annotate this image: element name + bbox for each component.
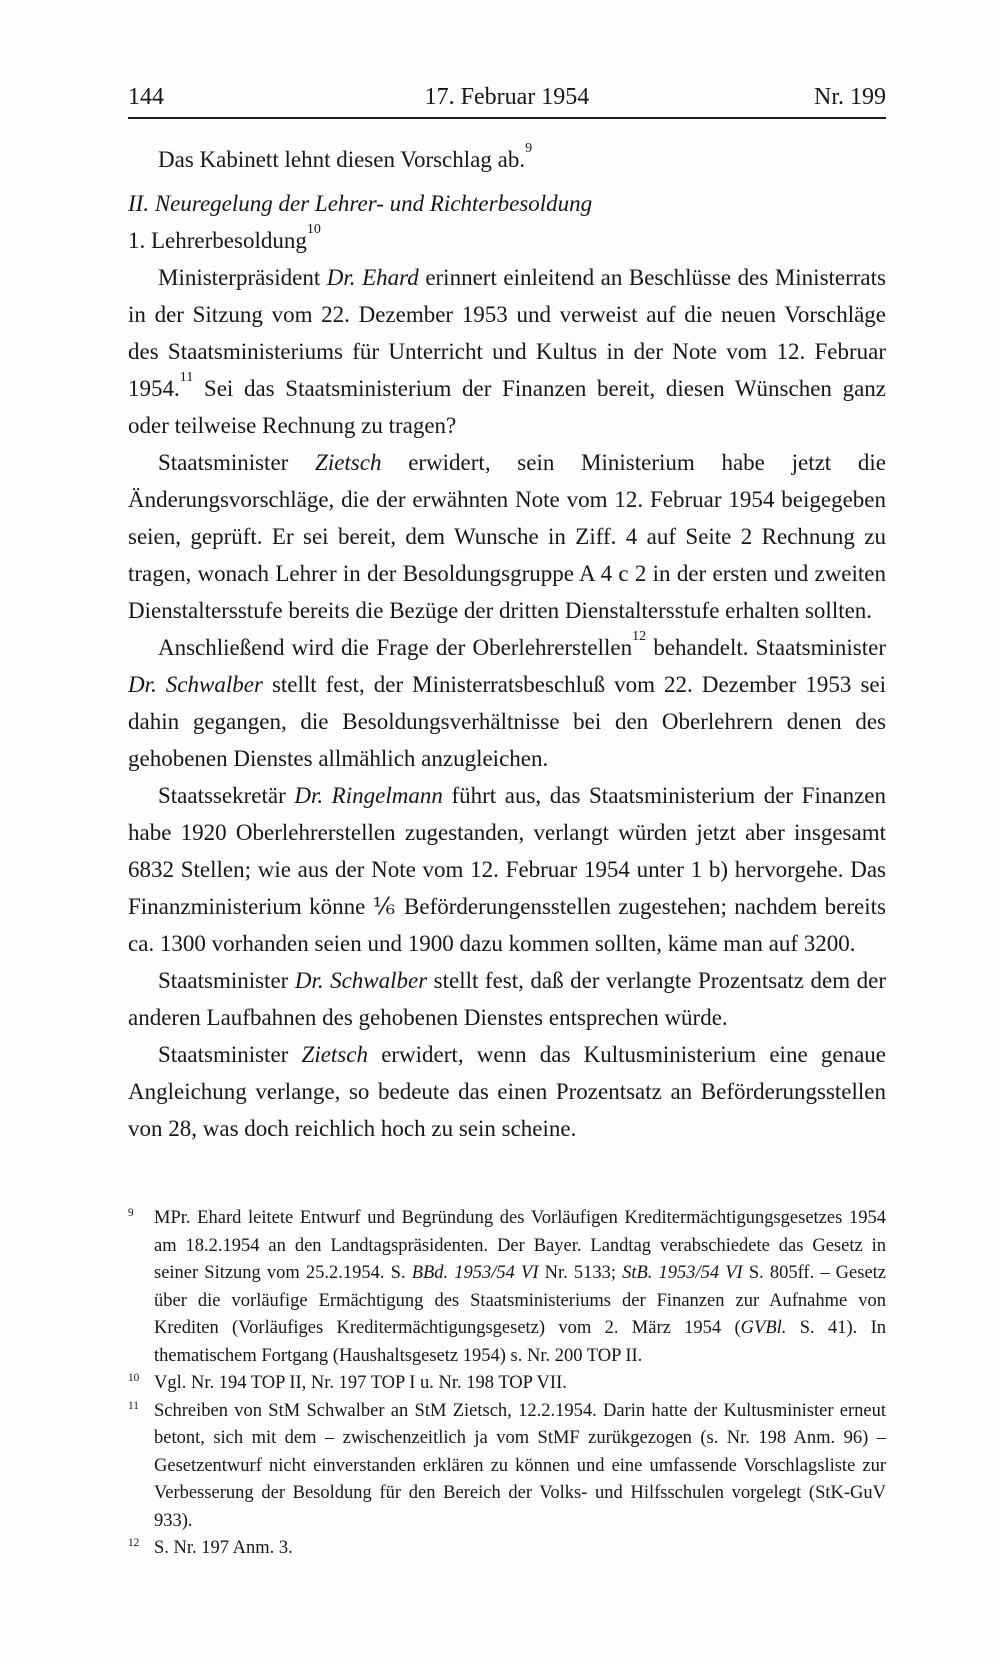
paragraph	[128, 962, 886, 1036]
text-run: führt aus, das Staatsministerium der Finanzen habe 1920 Oberlehrerstellen zugestanden, verlangt würden jetzt aber insgesamt 6832 Stellen; wie aus der Note vom 12. Februar 1954 unter 1 b) hervorgehe. Das Finanzministerium könne ⅙ Beförderungensstellen zugestehen; nachdem bereits ca. 1300 vorhanden seien und 1900 dazu kommen sollten, käme man auf 3200.	[128, 783, 886, 956]
text-run: stellt fest, der Ministerratsbeschluß vom 22. Dezember 1953 sei dahin gegangen, die Besoldungsverhältnisse bei den Oberlehrern denen des gehobenen Dienstes allmählich anzugleichen.	[128, 672, 886, 771]
footnote-ref: 11	[179, 368, 194, 385]
text-run: Nr. 5133;	[538, 1263, 623, 1283]
emphasized-name: Dr. Ringelmann	[294, 783, 443, 808]
subheading	[128, 222, 886, 259]
emphasized-name: Zietsch	[315, 450, 382, 475]
text-run: MPr. Ehard leitete Entwurf und Begründung des Vorläufigen Kreditermächtigungsgesetzes 1954 am 18.2.1954 an den Landtagspräsidenten. Der Bayer. Landtag verabschiedete das Gesetz in seiner Sitzung vom 25.2.1954. S.	[154, 1208, 886, 1283]
text-run: Staatsminister	[158, 968, 295, 993]
text-run: S. Nr. 197 Anm. 3.	[154, 1538, 293, 1558]
page-number: 144	[128, 84, 164, 110]
text-run: S. 805ff. – Gesetz über die vorläufige Ermächtigung des Staatsministeriums der Finanzen zur Aufnahme von Krediten (Vorläufiges Kreditermächtigungsgesetz) vom 2. März 1954 (	[154, 1263, 887, 1338]
text-run: Staatsminister	[158, 1042, 302, 1067]
text-run: erwidert, wenn das Kultusministerium eine genaue Angleichung verlange, so bedeute das einen Prozentsatz an Beförderungsstellen von 28, was doch reichlich hoch zu sein scheine.	[128, 1042, 886, 1141]
footnote-marker: 10	[128, 1372, 140, 1385]
text-column	[128, 0, 886, 1563]
footnote-text	[154, 1205, 886, 1370]
footnote	[128, 1398, 886, 1536]
emphasized-name: Dr. Schwalber	[294, 968, 428, 993]
section-heading	[128, 185, 886, 222]
paragraph	[128, 259, 886, 444]
footnote-marker: 12	[128, 1537, 140, 1550]
footnote-marker: 9	[128, 1207, 134, 1220]
text-run: Anschließend wird die Frage der Oberlehrerstellen	[158, 635, 633, 660]
emphasized-name: Zietsch	[301, 1042, 368, 1067]
text-run: Ministerpräsident	[158, 265, 327, 290]
running-head-date: 17. Februar 1954	[424, 84, 590, 110]
emphasized-name: BBd. 1953/54 VI	[411, 1263, 539, 1283]
emphasized-name: GVBl.	[740, 1318, 787, 1338]
text-run: S. 41). In thematischem Fortgang (Haushaltsgesetz 1954) s. Nr. 200 TOP II.	[154, 1318, 886, 1366]
paragraph	[128, 444, 886, 629]
emphasized-name: Dr. Schwalber	[128, 672, 263, 697]
footnote-ref: 9	[525, 139, 533, 156]
text-run: erinnert einleitend an Beschlüsse des Ministerrats in der Sitzung vom 22. Dezember 1953 und verweist auf die neuen Vorschläge des Staatsministeriums für Unterricht und Kultus in der Note vom 12. Februar 1954.	[128, 265, 886, 401]
footnote-ref: 12	[632, 627, 647, 644]
text-run: Schreiben von StM Schwalber an StM Zietsch, 12.2.1954. Darin hatte der Kultusminister erneut betont, sich mit dem – zwischenzeitlich ja vom StMF zurükgezogen (s. Nr. 198 Anm. 96) – Gesetzentwurf nicht einverstanden erklären zu können und eine umfassende Vorschlagsliste zur Verbesserung der Besoldung für den Bereich der Volks- und Hilfsschulen vorgelegt (StK-GuV 933).	[154, 1400, 886, 1531]
paragraph	[128, 1036, 886, 1147]
text-run: stellt fest, daß der verlangte Prozentsatz dem der anderen Laufbahnen des gehobenen Dienstes entsprechen würde.	[128, 968, 886, 1030]
footnote-text	[154, 1535, 886, 1563]
running-head	[128, 84, 886, 119]
footnote-text	[154, 1398, 886, 1536]
paragraph	[128, 629, 886, 777]
text-run: erwidert, sein Ministerium habe jetzt die Änderungsvorschläge, die der erwähnten Note vom 12. Februar 1954 beigegeben seien, geprüft. Er sei bereit, dem Wunsche in Ziff. 4 auf Seite 2 Rechnung zu tragen, wonach Lehrer in der Besoldungsgruppe A 4 c 2 in der ersten und zweiten Dienstaltersstufe bereits die Bezüge der dritten Dienstaltersstufe erhalten sollten.	[128, 450, 886, 623]
emphasized-name: Dr. Ehard	[326, 265, 419, 290]
text-run: behandelt. Staatsminister	[646, 635, 886, 660]
emphasized-name: II. Neuregelung der Lehrer- und Richterbesoldung	[128, 191, 593, 216]
footnote-ref: 10	[306, 220, 321, 237]
footnotes-section	[128, 1205, 886, 1563]
text-run: Das Kabinett lehnt diesen Vorschlag ab.	[158, 147, 526, 172]
document-number: Nr. 199	[814, 84, 886, 110]
text-run: Sei das Staatsministerium der Finanzen bereit, diesen Wünschen ganz oder teilweise Rechnung zu tragen?	[128, 376, 886, 438]
footnote	[128, 1535, 886, 1563]
text-run: Vgl. Nr. 194 TOP II, Nr. 197 TOP I u. Nr. 198 TOP VII.	[154, 1373, 567, 1393]
paragraph	[128, 777, 886, 962]
text-run: Staatsminister	[158, 450, 316, 475]
text-run: Staatssekretär	[158, 783, 295, 808]
footnote	[128, 1370, 886, 1398]
footnote-text	[154, 1370, 886, 1398]
paragraph	[128, 141, 886, 178]
body-text	[128, 141, 886, 1147]
footnote	[128, 1205, 886, 1370]
footnote-marker: 11	[128, 1399, 139, 1412]
text-run: 1. Lehrerbesoldung	[128, 228, 307, 253]
emphasized-name: StB. 1953/54 VI	[622, 1263, 743, 1283]
